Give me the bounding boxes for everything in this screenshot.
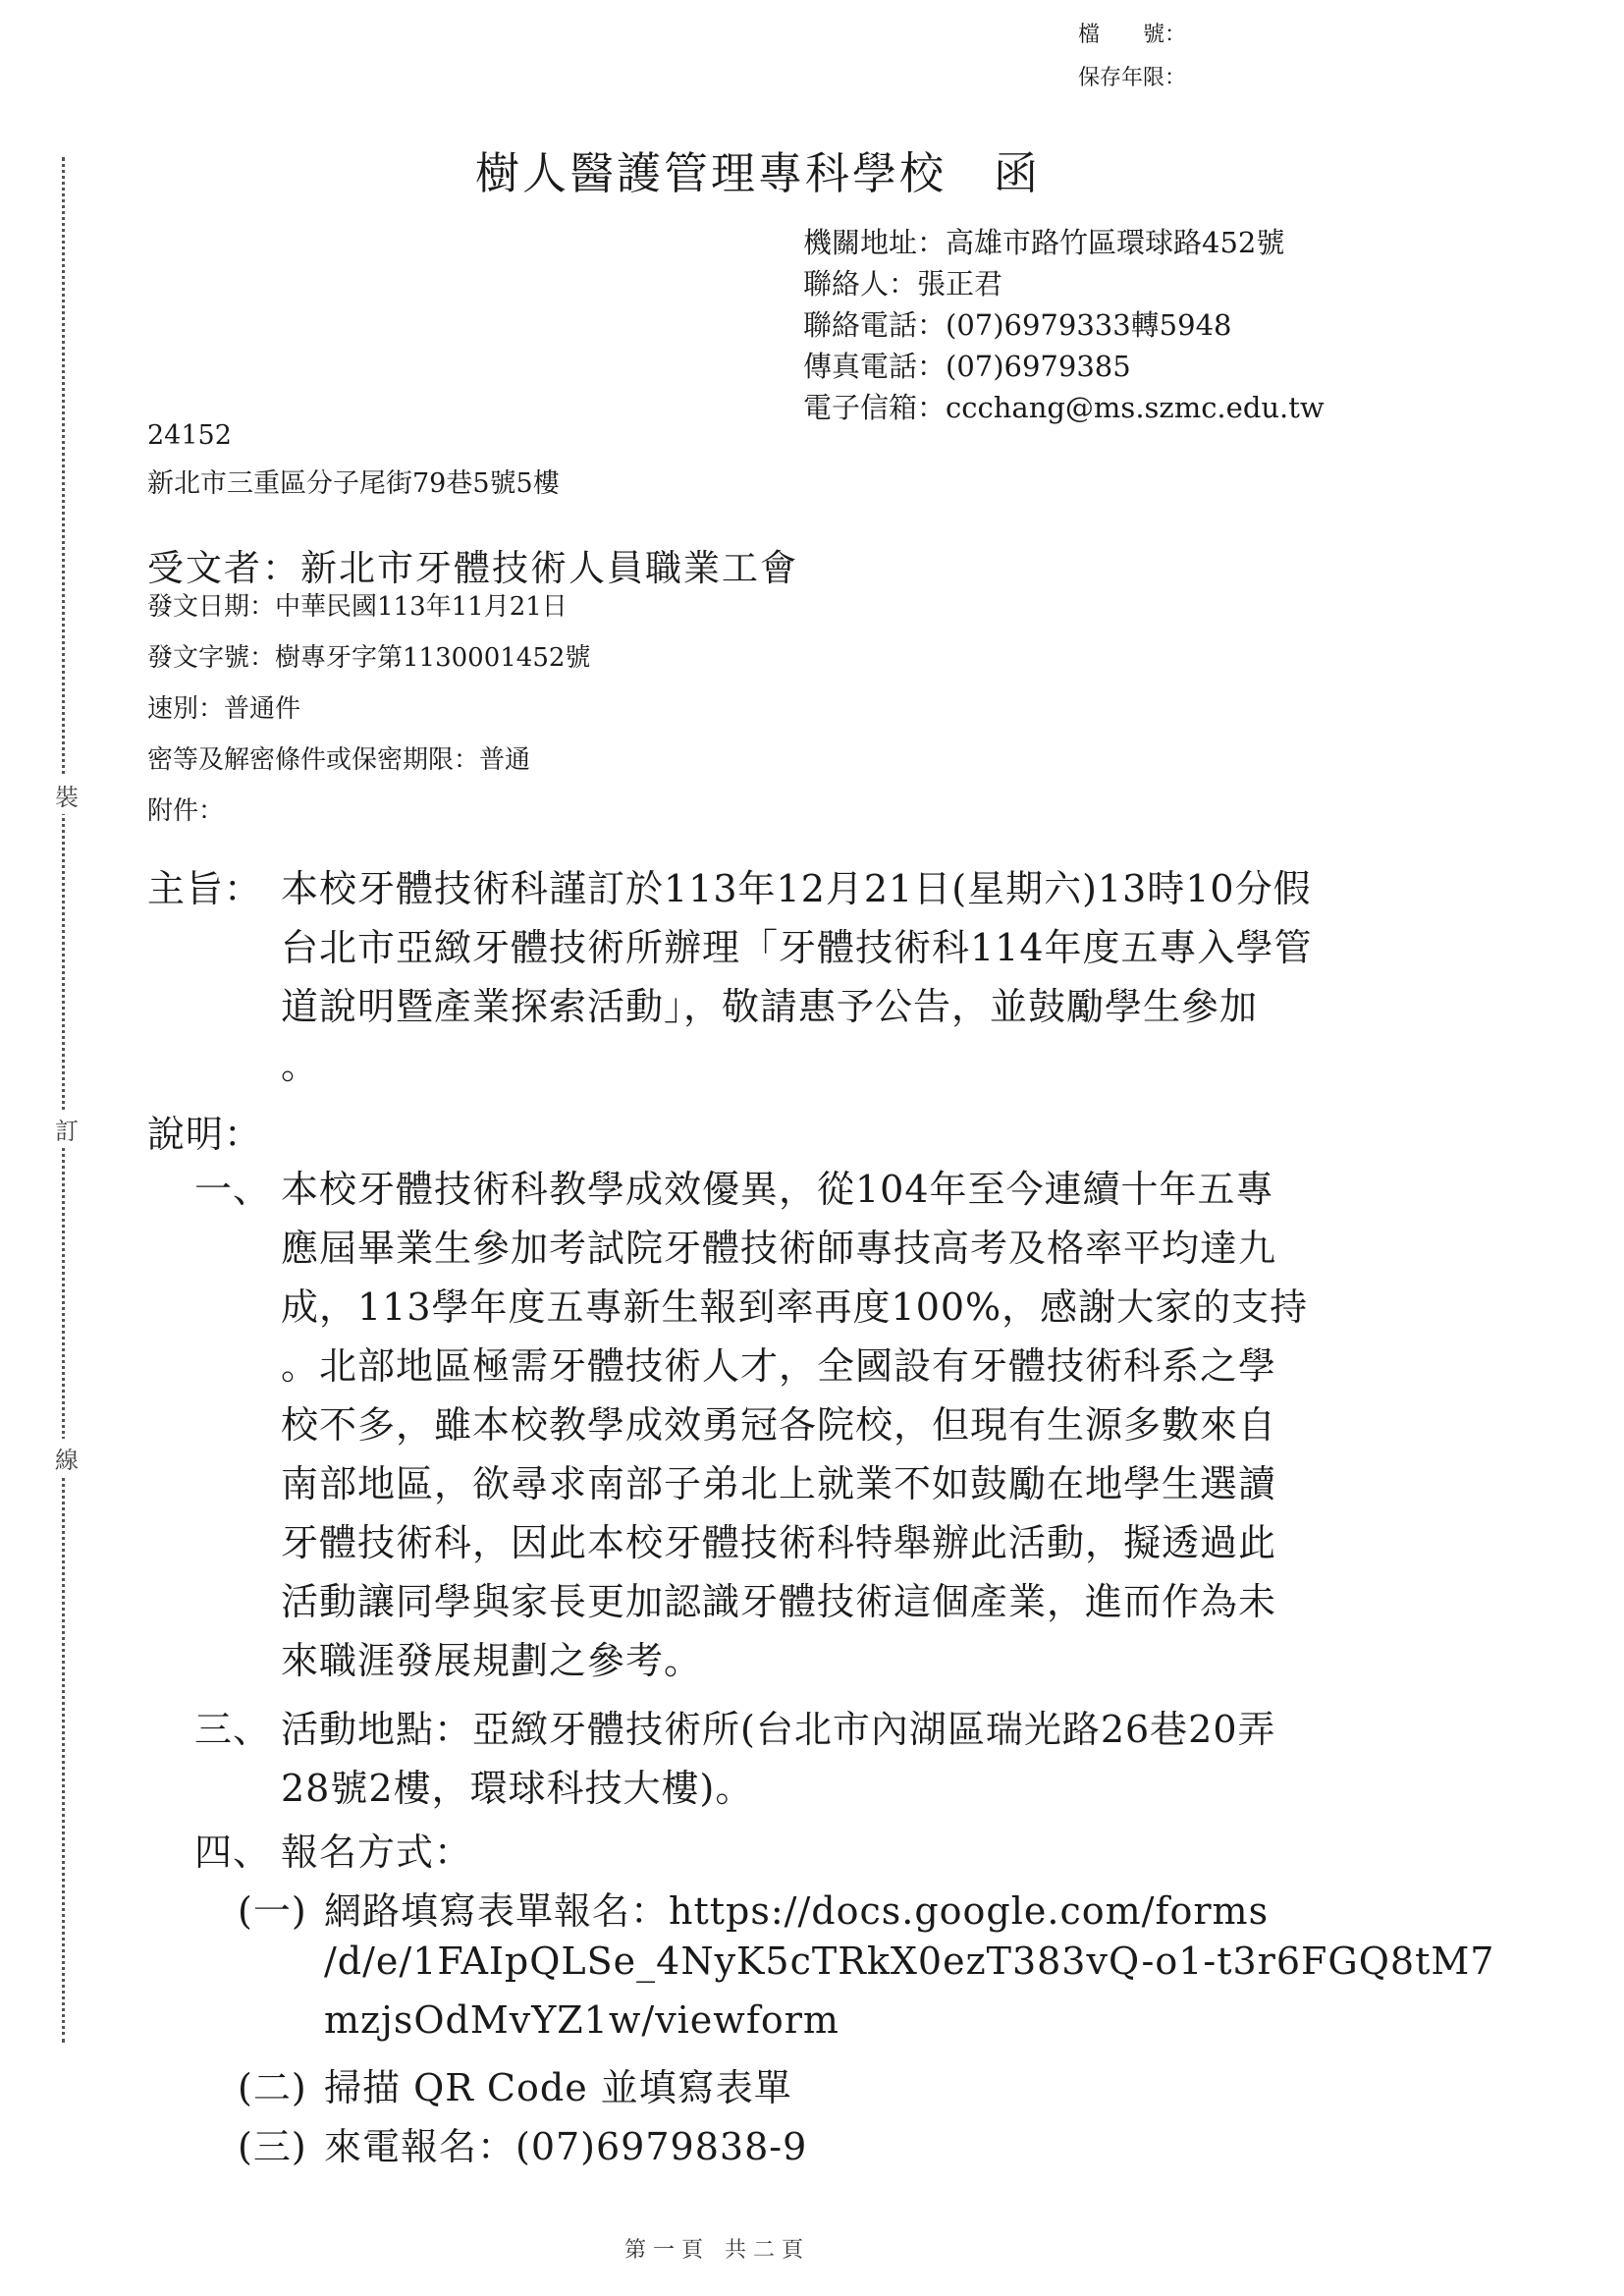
- registration-url-line: /d/e/1FAIpQLSe_4NyK5cTRkX0ezT383vQ-o1-t3r6FGQ8tM7: [324, 1940, 1495, 1983]
- sub-item-number: (一): [238, 1889, 307, 1933]
- sender-address: 機關地址：高雄市路竹區環球路452號: [803, 226, 1285, 259]
- sender-fax: 傳真電話：(07)6979385: [803, 350, 1131, 383]
- postal-code: 24152: [147, 420, 232, 451]
- item4-title: 報名方式：: [281, 1831, 473, 1874]
- binding-line: [62, 157, 65, 2043]
- item3-line: 28號2樓，環球科技大樓)。: [281, 1767, 754, 1810]
- registration-url-line: mzjsOdMvYZ1w/viewform: [324, 1998, 839, 2042]
- item1-line: 。北部地區極需牙體技術人才，全國設有牙體技術科系之學: [281, 1344, 1277, 1388]
- sender-contact: 聯絡人：張正君: [803, 267, 1003, 301]
- subject-line: 道說明暨產業探索活動」，敬請惠予公告，並鼓勵學生參加: [281, 985, 1259, 1028]
- explanation-label: 說明：: [147, 1113, 263, 1156]
- item1-line: 應屆畢業生參加考試院牙體技術師專技高考及格率平均達九: [281, 1227, 1277, 1270]
- qr-registration: 掃描 QR Code 並填寫表單: [324, 2066, 792, 2109]
- retention-label: 保存年限：: [1078, 66, 1187, 90]
- item1-line: 來職涯發展規劃之參考。: [281, 1639, 703, 1682]
- subject-line: 台北市亞緻牙體技術所辦理「牙體技術科114年度五專入學管: [281, 926, 1313, 969]
- recipient: 受文者：新北市牙體技術人員職業工會: [147, 547, 798, 589]
- registration-url-line: 網路填寫表單報名：https://docs.google.com/forms: [324, 1889, 1270, 1933]
- item1-line: 南部地區，欲尋求南部子弟北上就業不如鼓勵在地學生選讀: [281, 1462, 1277, 1505]
- item-number: 三、: [194, 1708, 272, 1751]
- speed-category: 速別：普通件: [147, 694, 301, 724]
- page-footer: 第 一 頁 共 二 頁: [624, 2238, 803, 2263]
- binding-char-xian: 線: [55, 1439, 79, 1477]
- binding-char-zhuang: 裝: [55, 776, 79, 814]
- item3-line: 活動地點：亞緻牙體技術所(台北市內湖區瑞光路26巷20弄: [281, 1708, 1276, 1751]
- subject-line: 本校牙體技術科謹訂於113年12月21日(星期六)13時10分假: [281, 867, 1312, 910]
- phone-registration: 來電報名：(07)6979838-9: [324, 2125, 808, 2168]
- sub-item-number: (二): [238, 2066, 307, 2109]
- subject-line: 。: [281, 1044, 320, 1087]
- item1-line: 本校牙體技術科教學成效優異，從104年至今連續十年五專: [281, 1168, 1274, 1211]
- item-number: 一、: [194, 1168, 272, 1211]
- document-title: 樹人醫護管理專科學校 函: [475, 147, 1042, 199]
- secrecy-level: 密等及解密條件或保密期限：普通: [147, 745, 531, 775]
- subject-label: 主旨：: [147, 867, 263, 910]
- attachment-label: 附件：: [147, 796, 225, 826]
- document-number: 發文字號：樹專牙字第1130001452號: [147, 643, 591, 673]
- file-number-label: 檔 號：: [1078, 23, 1187, 47]
- item-number: 四、: [194, 1831, 272, 1874]
- item1-line: 成，113學年度五專新生報到率再度100%，感謝大家的支持: [281, 1285, 1309, 1329]
- sender-phone: 聯絡電話：(07)6979333轉5948: [803, 308, 1232, 342]
- item1-line: 牙體技術科，因此本校牙體技術科特舉辦此活動，擬透過此: [281, 1521, 1277, 1564]
- issue-date: 發文日期：中華民國113年11月21日: [147, 592, 568, 622]
- recipient-address: 新北市三重區分子尾街79巷5號5樓: [147, 468, 560, 499]
- sub-item-number: (三): [238, 2125, 307, 2168]
- item1-line: 活動讓同學與家長更加認識牙體技術這個產業，進而作為未: [281, 1580, 1277, 1623]
- sender-email: 電子信箱：ccchang@ms.szmc.edu.tw: [803, 391, 1325, 424]
- binding-char-ding: 訂: [55, 1110, 79, 1148]
- item1-line: 校不多，雖本校教學成效勇冠各院校，但現有生源多數來自: [281, 1403, 1277, 1447]
